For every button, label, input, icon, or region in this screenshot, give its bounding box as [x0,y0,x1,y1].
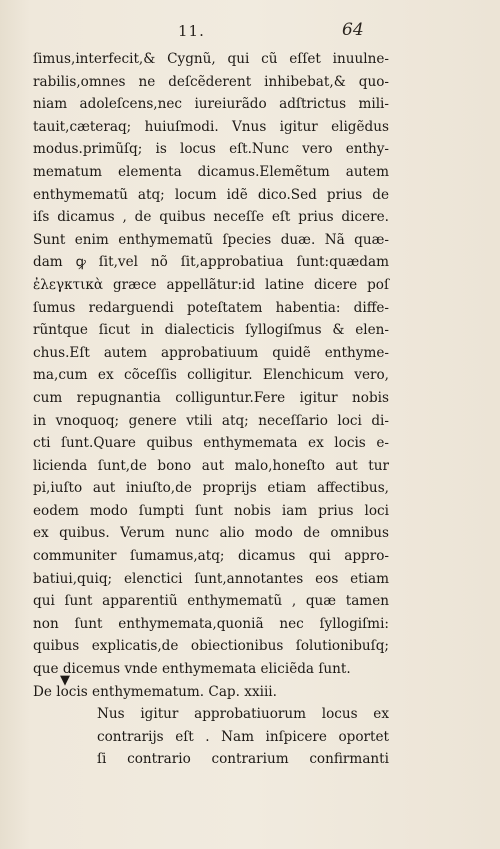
chapter-heading: De locis enthymematum. Cap. xxiii. [33,683,277,700]
text-line: modus.primũſq; is locus eſt.Nunc vero enthy- [33,141,389,158]
text-line: ex quibus. Verum nunc alio modo de omnibus [33,525,389,542]
text-line: eodem modo ſumpti ſunt nobis iam prius loci [33,502,389,519]
text-line: batiui,quiq; elenctici ſunt,annotantes eos etiam [33,570,389,587]
margin-mark: ▼ [60,673,70,688]
text-line: pi,iuſto aut iniuſto,de proprijs etiam affectibus, [33,480,389,497]
page-number: 64 [342,20,364,40]
text-line: ſimus,interfecit,& Cygnũ, qui cũ eſſet inuulne- [33,51,389,67]
body-text [33,48,389,771]
text-line: mematum elementa dicamus.Elemẽtum autem [33,163,389,180]
text-line: quibus explicatis,de obiectionibus ſolutionibuſq; [33,638,389,655]
text-line: communiter ſumamus,atq; dicamus qui appro- [33,548,389,565]
text-line: chus.Eſt autem approbatiuum quidẽ enthyme- [33,344,389,361]
text-line: qui ſunt apparentiũ enthymematũ , quæ tamen [33,593,389,610]
text-line: cti ſunt.Quare quibus enthymemata ex locis e- [33,435,389,452]
text-line: contrarijs eſt . Nam inſpicere oportet [97,728,389,745]
text-line: Nus igitur approbatiuorum locus ex [97,706,389,723]
text-line: iſs dicamus , de quibus neceſſe eſt prius dicere. [33,209,389,226]
text-line: que dicemus vnde enthymemata eliciẽda ſunt. [33,661,351,678]
text-line: niam adoleſcens,nec iureiurãdo adſtrictus mili- [33,96,389,113]
text-line: rũntque ſicut in dialecticis ſyllogiſmus & elen- [33,322,389,339]
text-line: in vnoquoq; genere vtili atq; neceſſario loci di- [33,412,389,429]
text-line: rabilis,omnes ne deſcẽderent inhibebat,& quo- [33,73,389,90]
text-line: enthymematũ atq; locum idẽ dico.Sed prius de [33,186,389,203]
text-line: ἐλεγκτικὰ græce appellãtur:id latine dicere poſ [33,276,389,293]
text-line: tauit,cæteraq; huiuſmodi. Vnus igitur eligẽdus [33,118,389,135]
text-line: ſumus redarguendi poteſtatem habentia: diffe- [33,299,389,316]
text-line: non ſunt enthymemata,quoniã nec ſyllogiſmi: [33,615,389,632]
text-line: cum repugnantia colliguntur.Fere igitur nobis [33,389,389,406]
text-line: dam ꝙ ſit,vel nõ ſit,approbatiua ſunt:quædam [33,254,389,271]
text-line: Sunt enim enthymematũ ſpecies duæ. Nã quæ- [33,231,389,248]
text-line: ma,cum ex cõceſſis colligitur. Elenchicum vero, [33,367,389,384]
text-line: licienda ſunt,de bono aut malo,honeſto aut tur [33,457,389,474]
running-head: 11. [178,22,205,40]
text-line: ſi contrario contrarium confirmanti [97,751,389,768]
